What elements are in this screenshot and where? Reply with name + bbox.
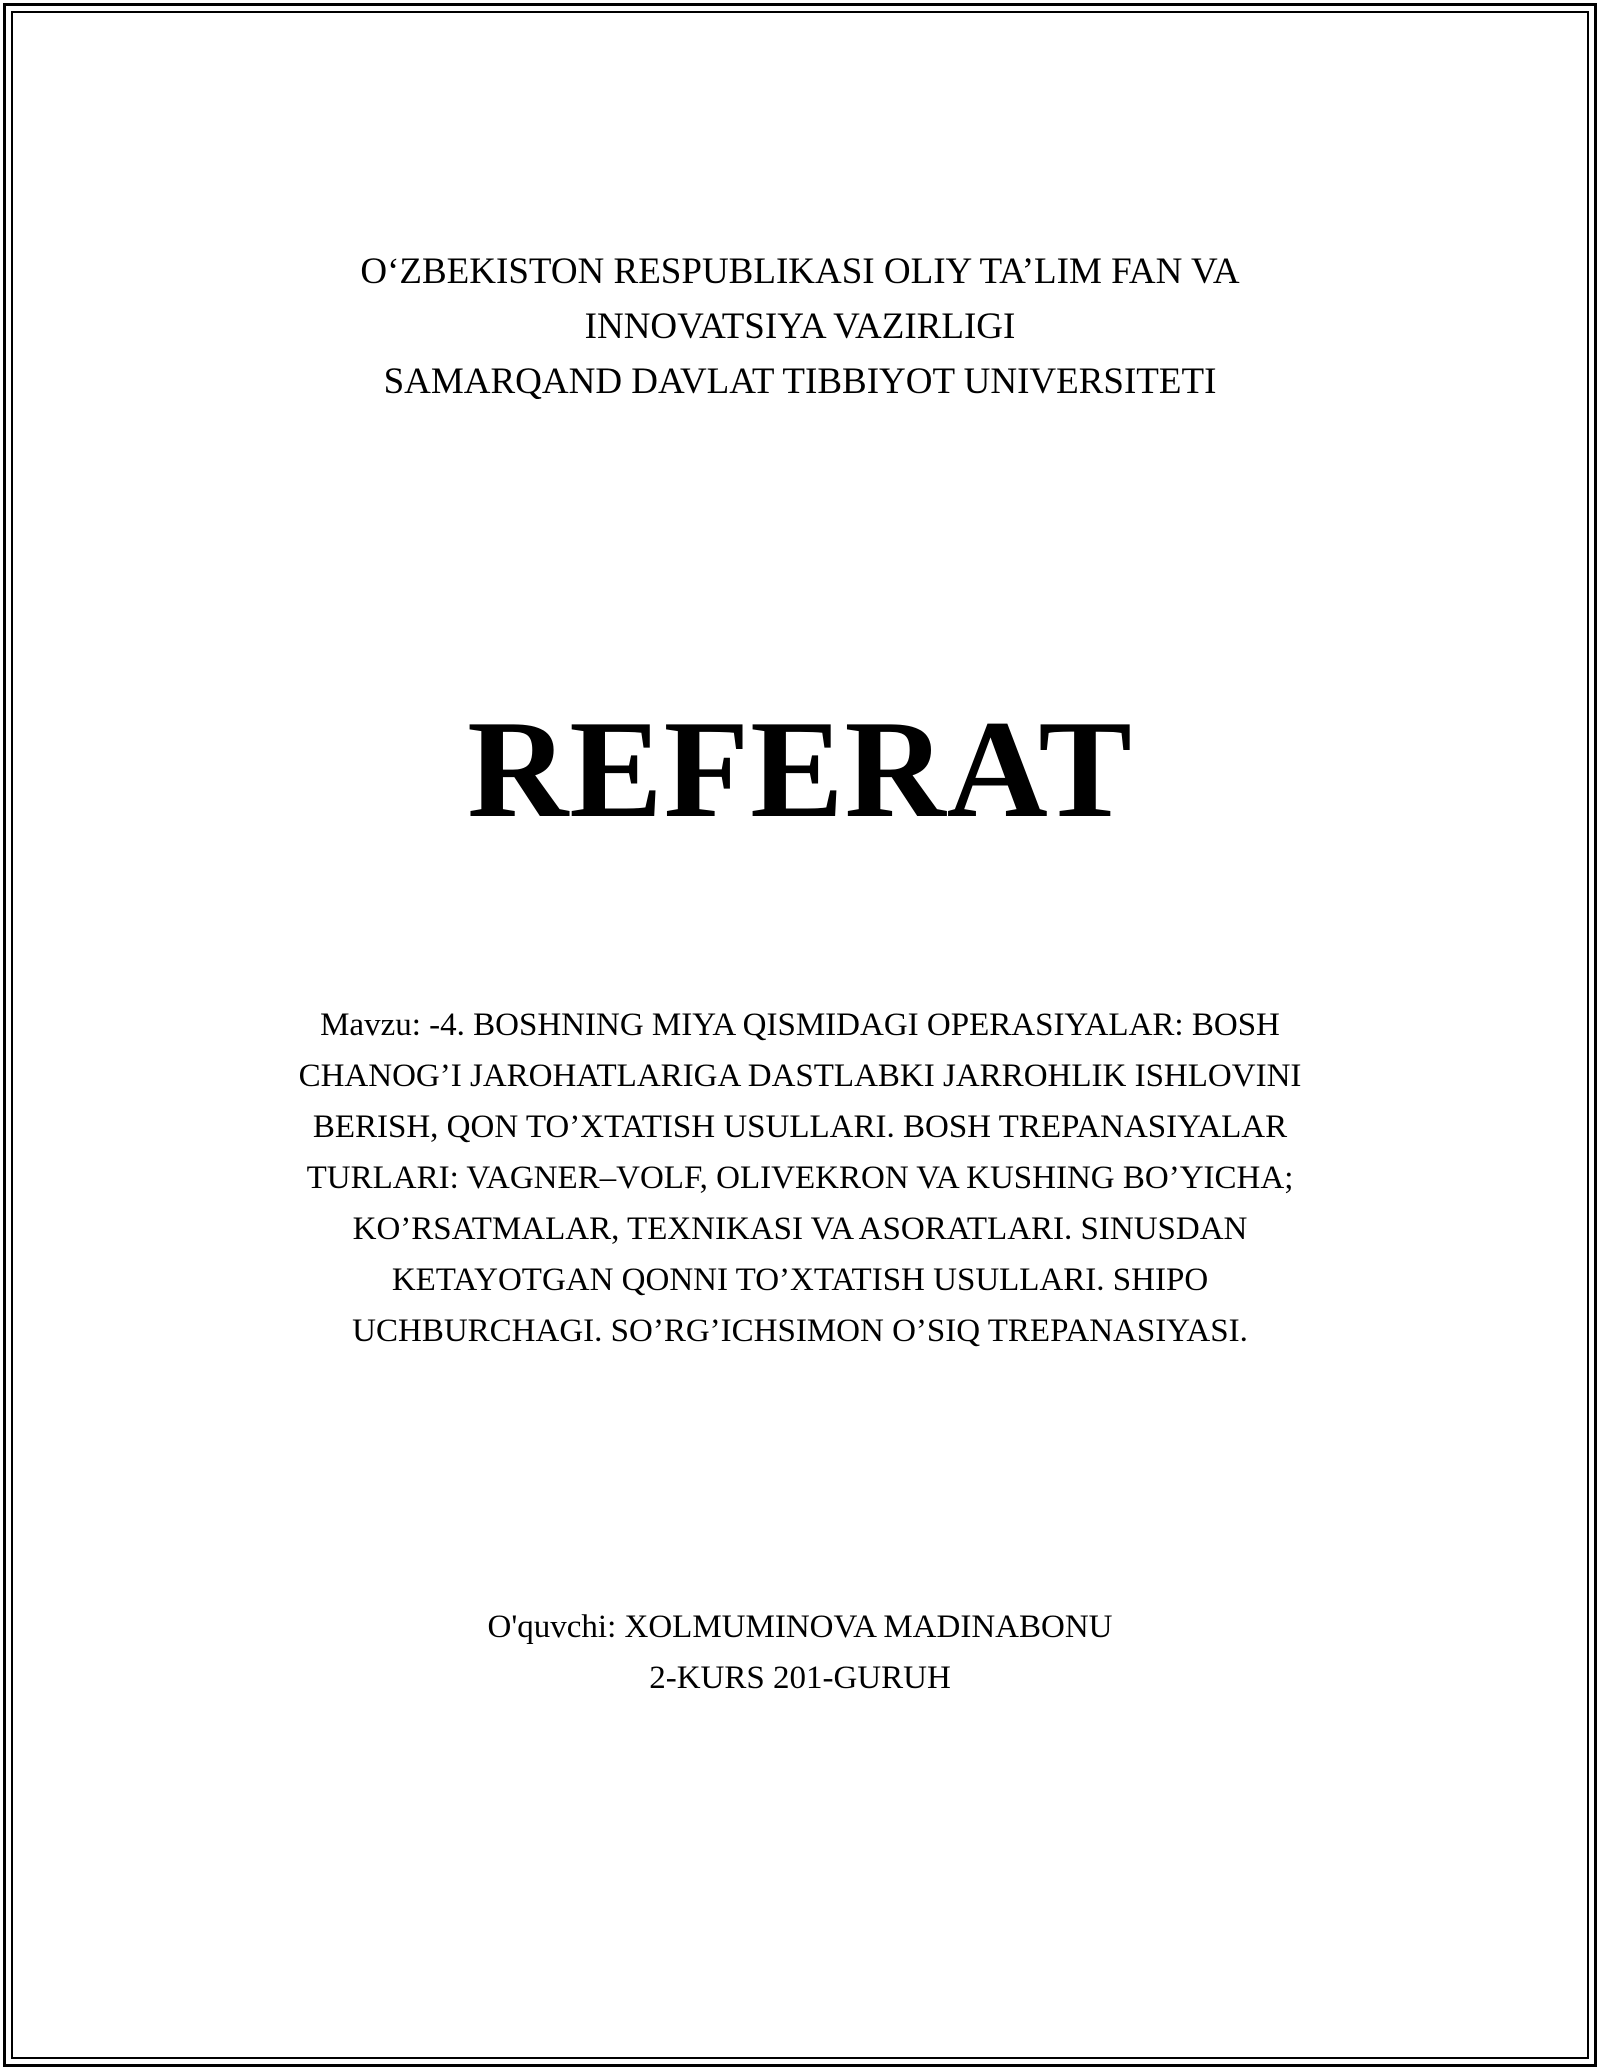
topic-line: KETAYOTGAN QONNI TO’XTATISH USULLARI. SHIPO [391, 1262, 1209, 1298]
topic-line: BERISH, QON TO’XTATISH USULLARI. BOSH TREPANASIYALAR [312, 1109, 1288, 1145]
topic-line: UCHBURCHAGI. SO’RG’ICHSIMON O’SIQ TREPANASIYASI. [352, 1313, 1248, 1349]
header-line: INNOVATSIYA VAZIRLIGI [584, 306, 1016, 347]
topic-line: KO’RSATMALAR, TEXNIKASI VA ASORATLARI. SINUSDAN [352, 1211, 1248, 1247]
topic-block [0, 1000, 1600, 1357]
student-name: O'quvchi: XOLMUMINOVA MADINABONU [487, 1609, 1113, 1645]
institution-header [0, 244, 1600, 409]
topic-line: Mavzu: -4. BOSHNING MIYA QISMIDAGI OPERASIYALAR: BOSH [320, 1007, 1280, 1043]
document-title: REFERAT [467, 692, 1133, 847]
student-group: 2-KURS 201-GURUH [649, 1660, 951, 1696]
topic-line: TURLARI: VAGNER–VOLF, OLIVEKRON VA KUSHING BO’YICHA; [306, 1160, 1294, 1196]
topic-line: CHANOG’I JAROHATLARIGA DASTLABKI JARROHLIK ISHLOVINI [298, 1058, 1302, 1094]
header-line: O‘ZBEKISTON RESPUBLIKASI OLIY TA’LIM FAN VA [360, 251, 1240, 292]
student-info [0, 1602, 1600, 1704]
header-line: SAMARQAND DAVLAT TIBBIYOT UNIVERSITETI [383, 361, 1217, 402]
